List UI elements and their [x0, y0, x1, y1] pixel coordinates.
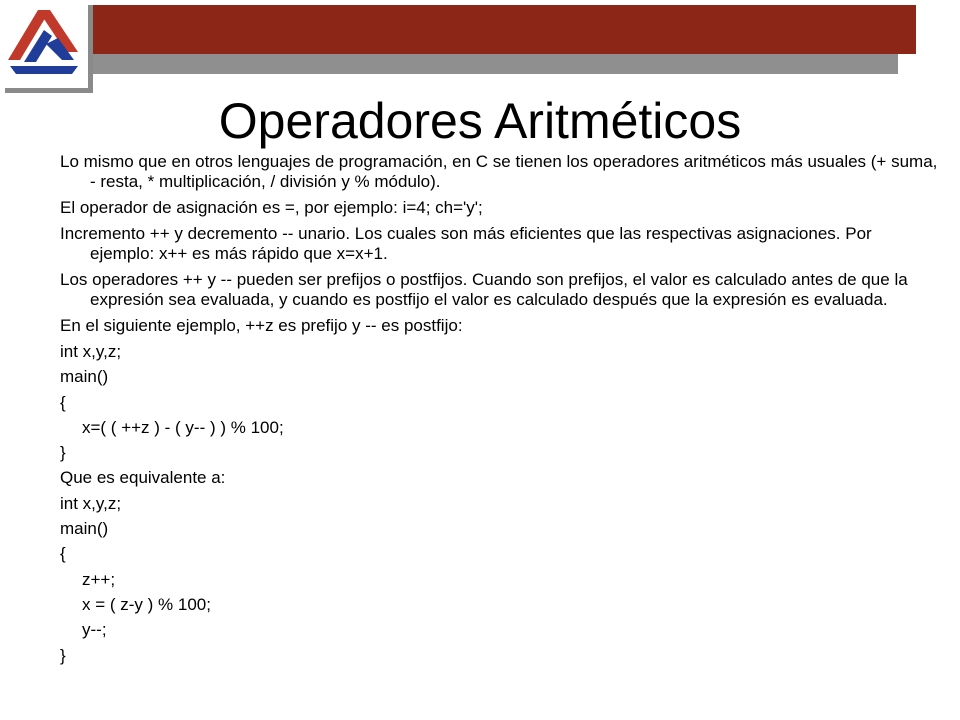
code-line: int x,y,z; [60, 493, 122, 513]
header-banner [80, 5, 916, 54]
code-line: z++; [82, 569, 116, 589]
logo-triangle-icon [0, 0, 88, 88]
paragraph: Incremento ++ y decremento -- unario. Los cuales son más eficientes que las respectivas asignaciones. Por ejemplo: x++ es más rápido que x=x+1. [60, 224, 872, 263]
code-line: main() [60, 519, 109, 539]
code-line: x = ( z-y ) % 100; [82, 594, 211, 614]
code-line: int x,y,z; [60, 342, 122, 361]
code-line: { [60, 392, 66, 412]
paragraph: Lo mismo que en otros lenguajes de programación, en C se tienen los operadores aritméticos más usuales (+ suma, - resta, * multiplicación, / división y % módulo). [60, 152, 938, 191]
equivalent-label: Que es equivalente a: [60, 468, 226, 488]
slide-title: Operadores Aritméticos [218, 93, 742, 149]
paragraph: En el siguiente ejemplo, ++z es prefijo y -- es postfijo: [60, 316, 463, 335]
code-line: } [60, 443, 66, 463]
code-line: } [60, 645, 66, 665]
paragraph: Los operadores ++ y -- pueden ser prefijos o postfijos. Cuando son prefijos, el valor es calculado antes de que la expresión sea evaluada, y cuando es postfijo el valor es calculado después que la expresión es evaluada. [60, 270, 908, 309]
paragraph: El operador de asignación es =, por ejemplo: i=4; ch='y'; [60, 198, 483, 217]
code-line: main() [60, 367, 109, 387]
code-line: x=( ( ++z ) - ( y-- ) ) % 100; [82, 417, 284, 437]
slide-body [60, 152, 940, 671]
code-line: y--; [82, 620, 107, 640]
code-line: { [60, 544, 66, 564]
logo [0, 0, 88, 88]
